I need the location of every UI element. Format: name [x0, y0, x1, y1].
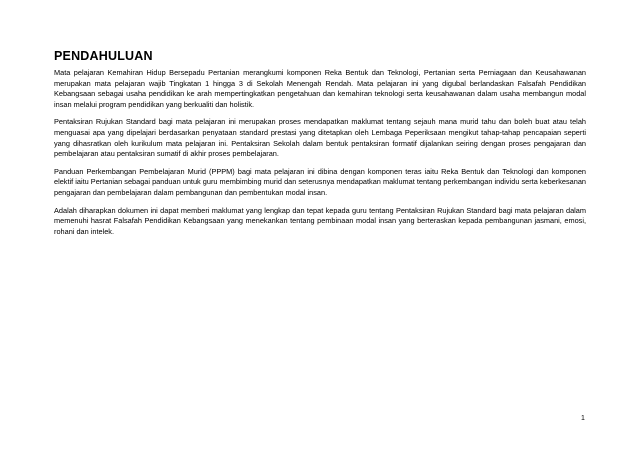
- paragraph-2: Pentaksiran Rujukan Standard bagi mata pelajaran ini merupakan proses mendapatkan maklumat tentang sejauh mana murid tahu dan boleh buat atau telah menguasai apa yang dipelajari berdasarkan penyataan standard prestasi yang ditetapkan oleh Lembaga Peperiksaan mengikut tahap-tahap pencapaian seperti yang dihasratkan oleh kurikulum mata pelajaran ini. Pentaksiran Sekolah dalam bentuk pentaksiran formatif dijalankan seiring dengan proses pengajaran dan pembelajaran atau pentaksiran sumatif di akhir proses pembelajaran.: [54, 117, 586, 159]
- paragraph-3: Panduan Perkembangan Pembelajaran Murid (PPPM) bagi mata pelajaran ini dibina dengan komponen teras iaitu Reka Bentuk dan Teknologi dan komponen elektif iaitu Pertanian sebagai panduan untuk guru membimbing murid dan seterusnya mendapatkan maklumat tentang perkembangan individu serta keberkesanan pengajaran dan pembelajaran dalam pembangunan dan pembentukan modal insan.: [54, 166, 586, 197]
- section-heading: PENDAHULUAN: [54, 49, 153, 63]
- paragraph-1: Mata pelajaran Kemahiran Hidup Bersepadu Pertanian merangkumi komponen Reka Bentuk dan Teknologi, Pertanian serta Perniagaan dan Keusahawanan merupakan mata pelajaran wajib Tingkatan 1 hingga 3 di Sekolah Menengah Rendah. Mata pelajaran ini yang digubal berlandaskan Falsafah Pendidikan Kebangsaan sebagai usaha pendidikan ke arah mempertingkatkan pengetahuan dan kemahiran teknologi serta keusahawanan dalam usaha membangun modal insan melalui program pendidikan yang berkualiti dan holistik.: [54, 68, 586, 109]
- body-text: [54, 68, 586, 244]
- page-number: 1: [581, 415, 585, 422]
- paragraph-4: Adalah diharapkan dokumen ini dapat memberi maklumat yang lengkap dan tepat kepada guru tentang Pentaksiran Rujukan Standard bagi mata pelajaran dalam memenuhi hasrat Falsafah Pendidikan Kebangsaan yang menekankan tentang pembinaan modal insan yang berteraskan kepada pembangunan jasmani, emosi, rohani dan intelek.: [54, 205, 586, 236]
